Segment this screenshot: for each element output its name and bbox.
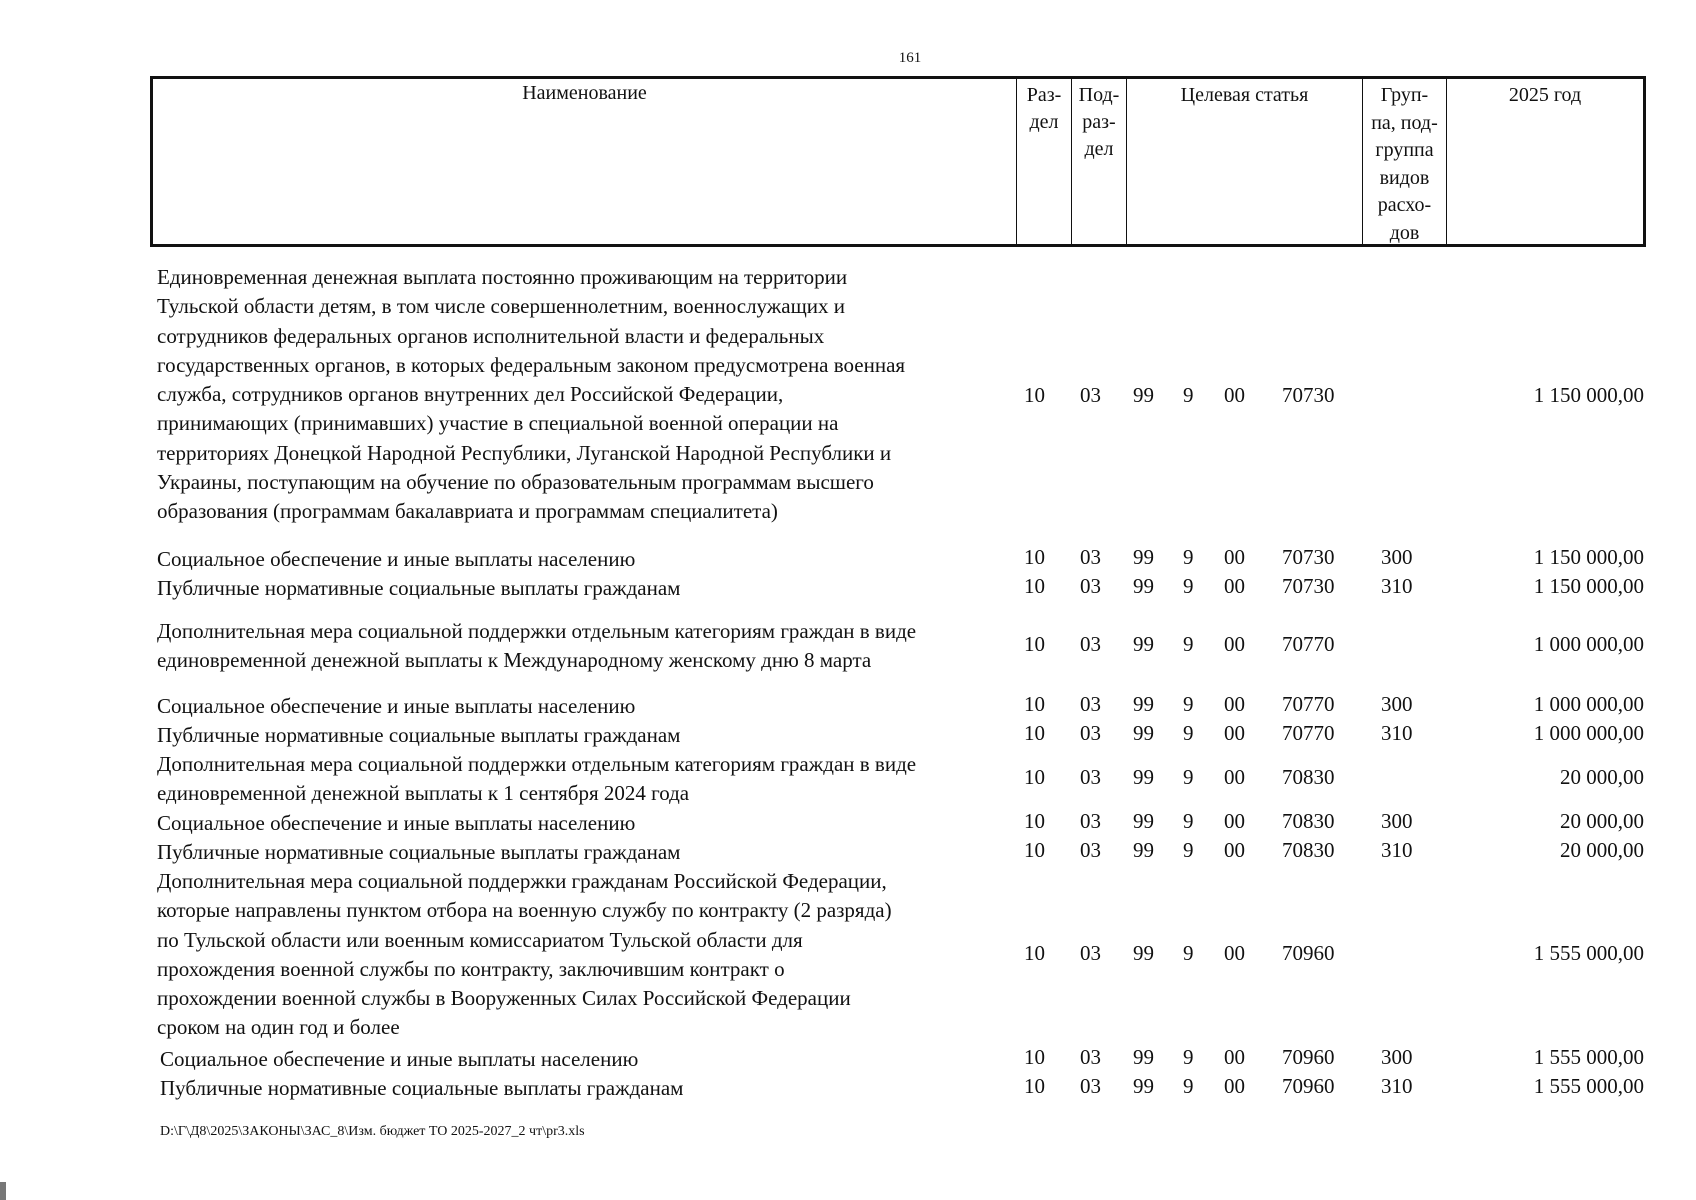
row-target-event: 00 [1224, 632, 1245, 656]
row-target-program: 99 [1133, 1045, 1154, 1069]
row-amount: 1 000 000,00 [1533, 632, 1644, 656]
row-target-subprogram: 9 [1183, 1045, 1194, 1069]
row-target-event: 00 [1224, 545, 1245, 569]
row-podrazdel: 03 [1080, 632, 1101, 656]
row-target-subprogram: 9 [1183, 383, 1194, 407]
row-amount: 1 555 000,00 [1533, 941, 1644, 965]
row-razdel: 10 [1024, 545, 1045, 569]
row-target-event: 00 [1224, 692, 1245, 716]
row-target-event: 00 [1224, 765, 1245, 789]
row-target-subprogram: 9 [1183, 545, 1194, 569]
page-number: 161 [898, 50, 922, 66]
row-amount: 20 000,00 [1560, 765, 1644, 789]
row-target-event: 00 [1224, 383, 1245, 407]
row-target-event: 00 [1224, 574, 1245, 598]
row-amount: 1 000 000,00 [1533, 721, 1644, 745]
row-podrazdel: 03 [1080, 574, 1101, 598]
row-target-program: 99 [1133, 809, 1154, 833]
row-target-subprogram: 9 [1183, 721, 1194, 745]
row-target-direction: 70830 [1282, 838, 1335, 862]
row-target-subprogram: 9 [1183, 941, 1194, 965]
row-podrazdel: 03 [1080, 838, 1101, 862]
row-amount: 1 555 000,00 [1533, 1074, 1644, 1098]
row-name: Дополнительная мера социальной поддержки отдельным категориям граждан в виде единовременной денежной выплаты к 1 сентября 2024 года [157, 752, 917, 806]
row-target-event: 00 [1224, 809, 1245, 833]
row-name: Публичные нормативные социальные выплаты гражданам [157, 840, 681, 864]
row-target-program: 99 [1133, 692, 1154, 716]
row-expense-group: 300 [1381, 692, 1413, 716]
row-razdel: 10 [1024, 721, 1045, 745]
row-expense-group: 310 [1381, 838, 1413, 862]
row-target-direction: 70770 [1282, 721, 1335, 745]
row-target-program: 99 [1133, 721, 1154, 745]
row-razdel: 10 [1024, 692, 1045, 716]
row-target-direction: 70770 [1282, 632, 1335, 656]
row-razdel: 10 [1024, 632, 1045, 656]
row-name: Дополнительная мера социальной поддержки отдельным категориям граждан в виде единовременной денежной выплаты к Международному женскому дню 8 марта [157, 619, 917, 673]
row-expense-group: 300 [1381, 1045, 1413, 1069]
header-year: 2025 год [1508, 84, 1582, 106]
row-target-event: 00 [1224, 1045, 1245, 1069]
row-name: Дополнительная мера социальной поддержки гражданам Российской Федерации, которые направлены пунктом отбора на военную службу по контракту (2 разряда) по Тульской области или военным комиссариатом Тульской области для прохождения военной службы по контракту, заключившим контракт о прохождении военной службы в Вооруженных Силах Российской Федерации сроком на один год и более [157, 869, 892, 1040]
row-amount: 1 150 000,00 [1533, 383, 1644, 407]
row-target-program: 99 [1133, 383, 1154, 407]
row-razdel: 10 [1024, 1045, 1045, 1069]
row-target-program: 99 [1133, 574, 1154, 598]
row-podrazdel: 03 [1080, 1074, 1101, 1098]
row-podrazdel: 03 [1080, 383, 1101, 407]
header-target-article: Целевая статья [1127, 79, 1363, 244]
row-name: Социальное обеспечение и иные выплаты населению [160, 1047, 639, 1071]
row-target-subprogram: 9 [1183, 632, 1194, 656]
row-razdel: 10 [1024, 838, 1045, 862]
row-target-event: 00 [1224, 1074, 1245, 1098]
row-target-subprogram: 9 [1183, 765, 1194, 789]
row-target-direction: 70830 [1282, 809, 1335, 833]
row-razdel: 10 [1024, 574, 1045, 598]
row-target-subprogram: 9 [1183, 1074, 1194, 1098]
row-target-direction: 70960 [1282, 1074, 1335, 1098]
row-target-event: 00 [1224, 721, 1245, 745]
row-target-program: 99 [1133, 941, 1154, 965]
row-razdel: 10 [1024, 941, 1045, 965]
header-expense-group: Груп- па, под- группа видов расхо- дов [1363, 79, 1447, 244]
row-target-event: 00 [1224, 941, 1245, 965]
row-amount: 20 000,00 [1560, 838, 1644, 862]
row-target-program: 99 [1133, 765, 1154, 789]
row-expense-group: 300 [1381, 545, 1413, 569]
row-target-program: 99 [1133, 632, 1154, 656]
row-target-direction: 70960 [1282, 1045, 1335, 1069]
row-target-event: 00 [1224, 838, 1245, 862]
row-razdel: 10 [1024, 1074, 1045, 1098]
header-podrazdel: Под- раз- дел [1072, 79, 1127, 244]
row-razdel: 10 [1024, 765, 1045, 789]
row-target-direction: 70770 [1282, 692, 1335, 716]
row-target-program: 99 [1133, 1074, 1154, 1098]
row-expense-group: 310 [1381, 574, 1413, 598]
row-name: Публичные нормативные социальные выплаты гражданам [160, 1076, 684, 1100]
table-header [150, 76, 1646, 247]
row-podrazdel: 03 [1080, 809, 1101, 833]
table-row [0, 263, 1696, 529]
row-podrazdel: 03 [1080, 1045, 1101, 1069]
row-name: Социальное обеспечение и иные выплаты населению [157, 811, 636, 835]
row-name: Публичные нормативные социальные выплаты гражданам [157, 576, 681, 600]
row-name: Единовременная денежная выплата постоянно проживающим на территории Тульской области детям, в том числе совершеннолетним, военнослужащих и сотрудников федеральных органов исполнительной власти и федеральных государственных органов, в которых федеральным законом предусмотрена военная служба, сотрудников органов внутренних дел Российской Федерации, принимающих (принимавших) участие в специальной военной операции на территориях Донецкой Народной Республики, Луганской Народной Республики и Украины, поступающим на обучение по образовательным программам высшего образования (программам бакалавриата и программам специалитета) [157, 265, 906, 524]
row-target-subprogram: 9 [1183, 574, 1194, 598]
row-expense-group: 310 [1381, 1074, 1413, 1098]
row-amount: 1 000 000,00 [1533, 692, 1644, 716]
row-amount: 1 555 000,00 [1533, 1045, 1644, 1069]
row-target-direction: 70960 [1282, 941, 1335, 965]
scan-edge-mark [0, 1182, 6, 1200]
row-target-program: 99 [1133, 545, 1154, 569]
row-target-direction: 70730 [1282, 383, 1335, 407]
header-razdel: Раз- дел [1017, 79, 1072, 244]
header-name: Наименование [153, 79, 1017, 244]
row-name: Социальное обеспечение и иные выплаты населению [157, 547, 636, 571]
row-razdel: 10 [1024, 383, 1045, 407]
row-podrazdel: 03 [1080, 765, 1101, 789]
row-target-subprogram: 9 [1183, 809, 1194, 833]
row-expense-group: 300 [1381, 809, 1413, 833]
row-amount: 1 150 000,00 [1533, 545, 1644, 569]
row-razdel: 10 [1024, 809, 1045, 833]
row-podrazdel: 03 [1080, 721, 1101, 745]
file-path-footer: D:\Г\Д8\2025\ЗАКОНЫ\ЗАС_8\Изм. бюджет ТО 2025-2027_2 чт\pr3.xls [160, 1124, 585, 1139]
row-target-direction: 70830 [1282, 765, 1335, 789]
row-podrazdel: 03 [1080, 692, 1101, 716]
row-podrazdel: 03 [1080, 545, 1101, 569]
row-podrazdel: 03 [1080, 941, 1101, 965]
row-target-subprogram: 9 [1183, 692, 1194, 716]
row-expense-group: 310 [1381, 721, 1413, 745]
row-target-subprogram: 9 [1183, 838, 1194, 862]
row-amount: 1 150 000,00 [1533, 574, 1644, 598]
row-name: Публичные нормативные социальные выплаты гражданам [157, 723, 681, 747]
row-target-direction: 70730 [1282, 574, 1335, 598]
row-name: Социальное обеспечение и иные выплаты населению [157, 694, 636, 718]
row-target-program: 99 [1133, 838, 1154, 862]
row-amount: 20 000,00 [1560, 809, 1644, 833]
row-target-direction: 70730 [1282, 545, 1335, 569]
